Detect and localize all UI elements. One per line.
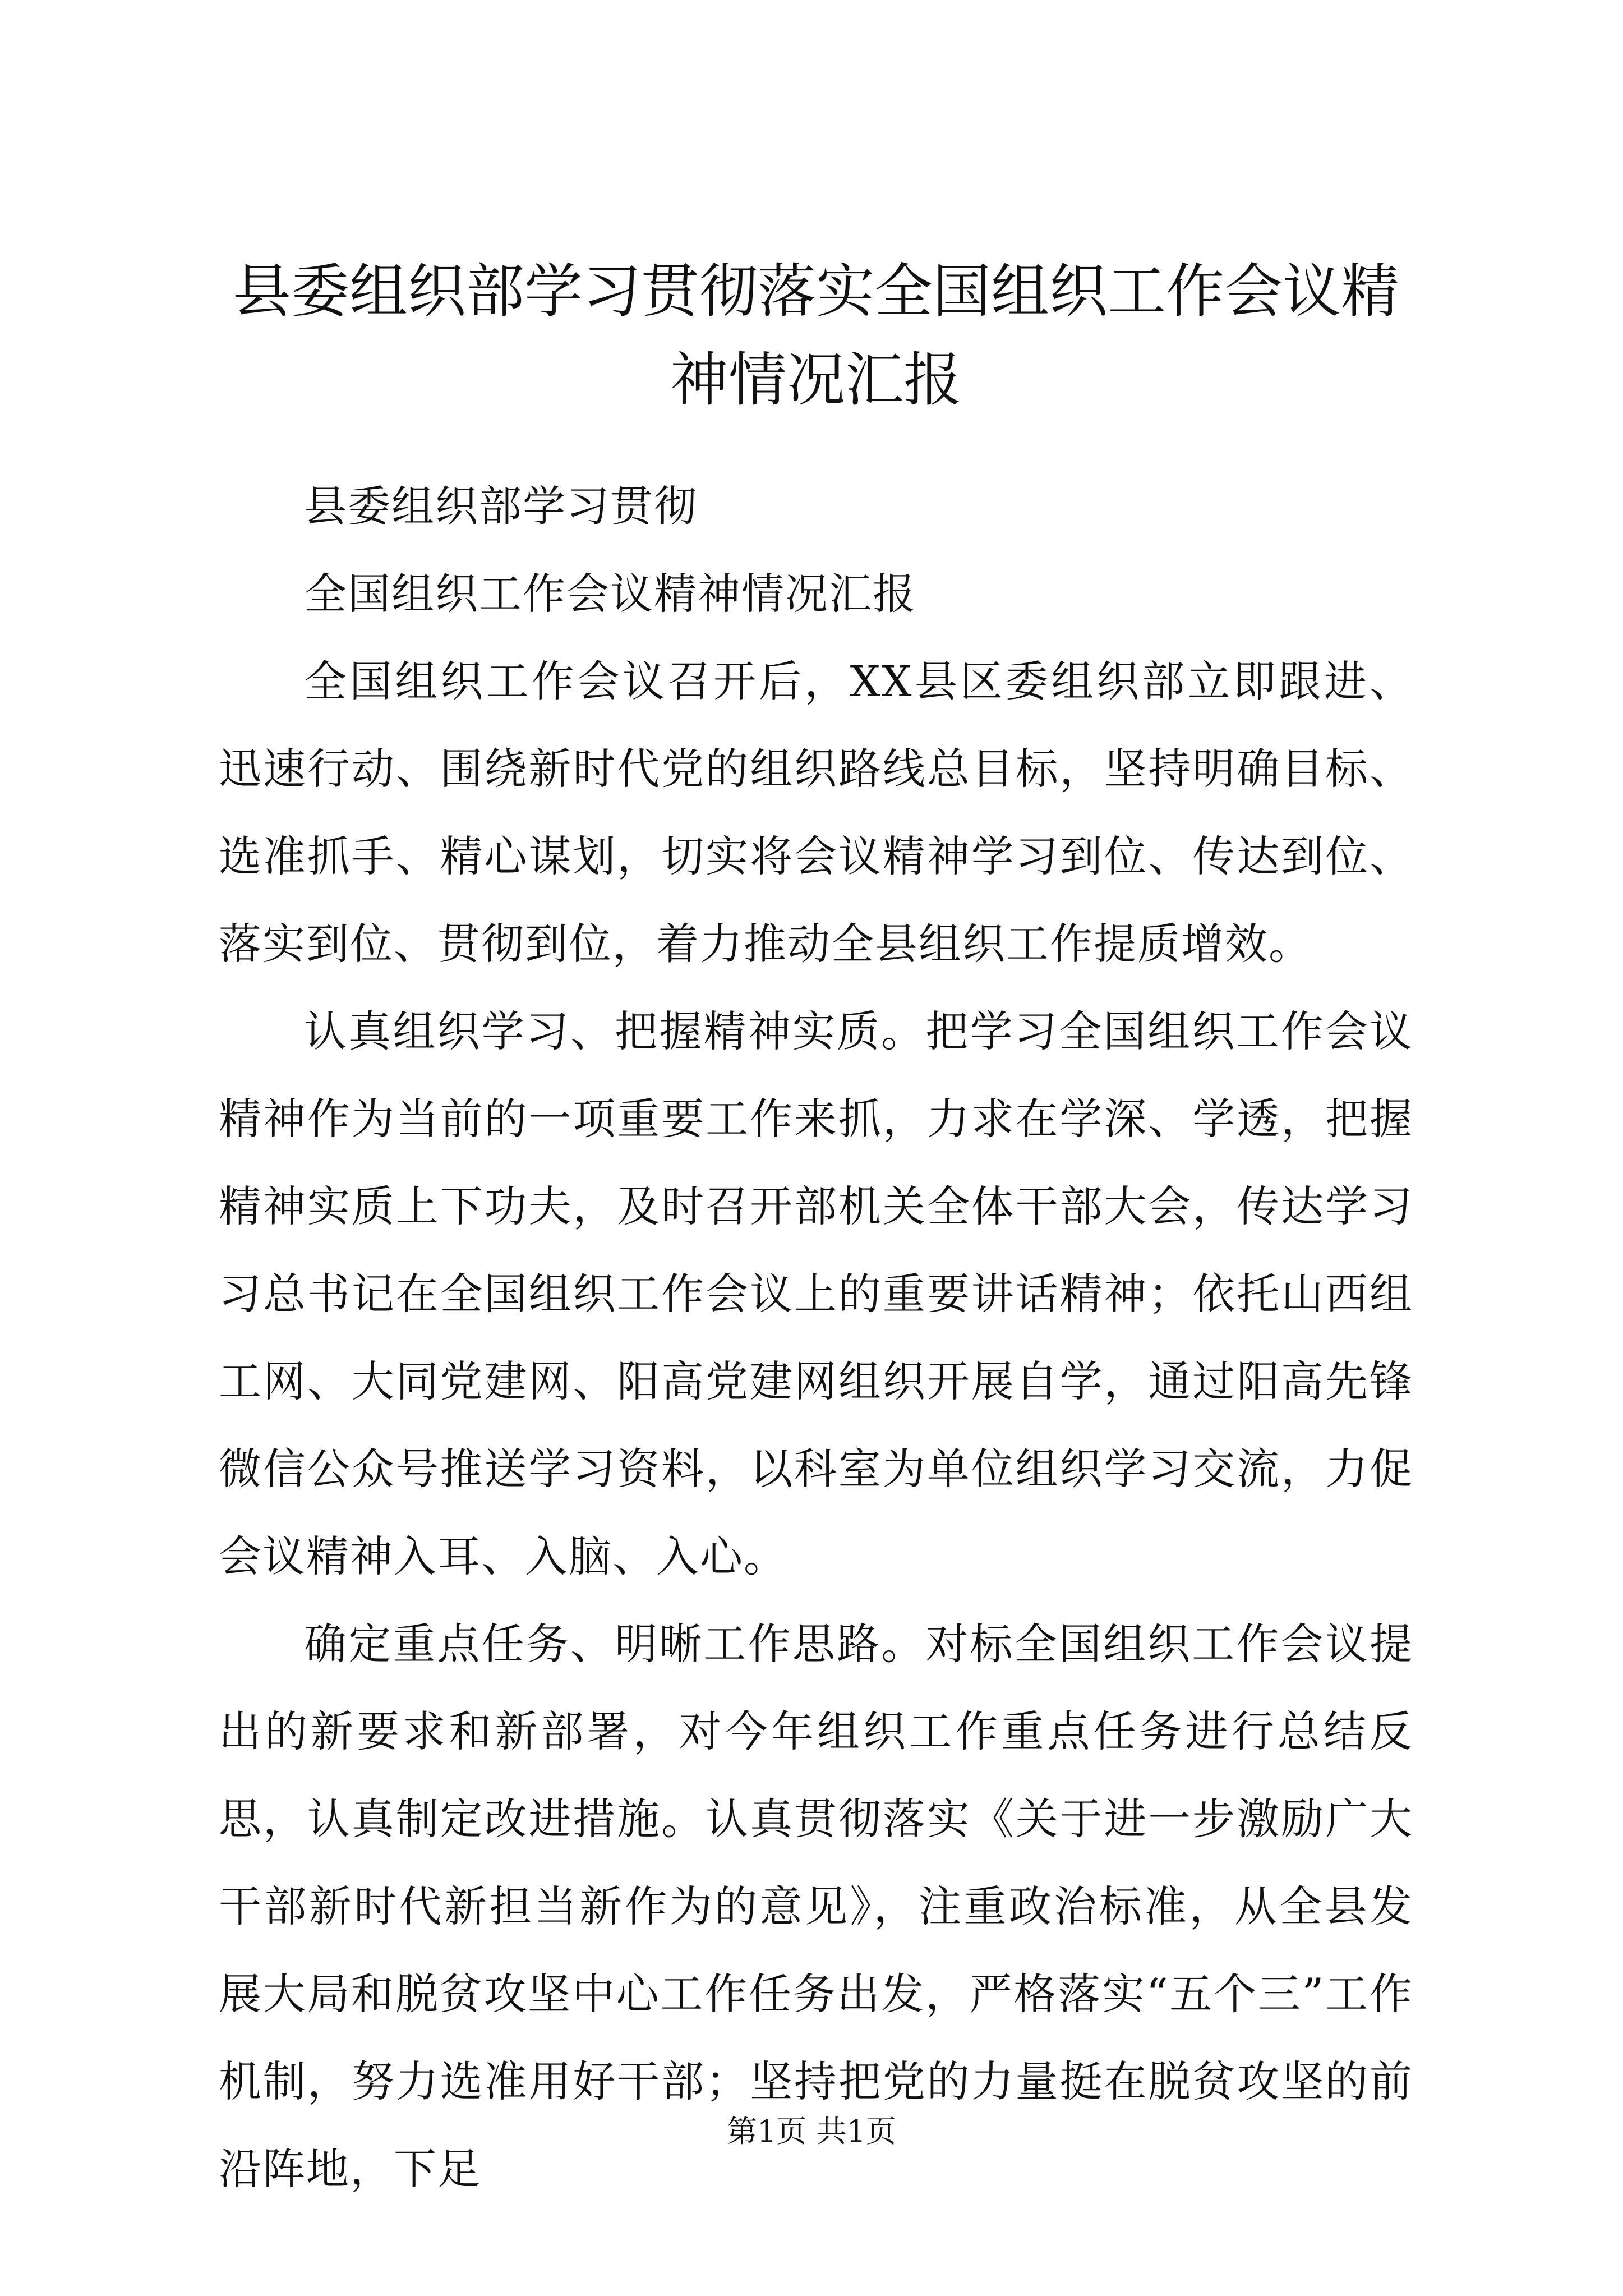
document-title: 县委组织部学习贯彻落实全国组织工作会议精神情况汇报 [232, 257, 1399, 414]
paragraph-intro: 全国组织工作会议召开后，XX县区委组织部立即跟进、迅速行动、围绕新时代党的组织路线总目标，坚持明确目标、选准抓手、精心谋划，切实将会议精神学习到位、传达到位、落实到位、贯彻到位，着力推动全县组织工作提质增效。 [219, 656, 1413, 969]
subtitle-line-2: 全国组织工作会议精神情况汇报 [304, 569, 916, 619]
document-body [219, 463, 1413, 2213]
page-footer: 第1页 共1页 [727, 2114, 896, 2149]
subtitle-line-1: 县委组织部学习贯彻 [304, 481, 698, 531]
paragraph-tasks: 确定重点任务、明晰工作思路。对标全国组织工作会议提出的新要求和新部署，对今年组织工作重点任务进行总结反思，认真制定改进措施。认真贯彻落实《关于进一步激励广大干部新时代新担当新作为的意见》，注重政治标准，从全县发展大局和脱贫攻坚中心工作任务出发，严格落实“五个三”工作机制，努力选准用好干部；坚持把党的力量挺在脱贫攻坚的前沿阵地，下足 [219, 1619, 1413, 2194]
paragraph-study: 认真组织学习、把握精神实质。把学习全国组织工作会议精神作为当前的一项重要工作来抓，力求在学深、学透，把握精神实质上下功夫，及时召开部机关全体干部大会，传达学习习总书记在全国组织工作会议上的重要讲话精神；依托山西组工网、大同党建网、阳高党建网组织开展自学，通过阳高先锋微信公众号推送学习资料，以科室为单位组织学习交流，力促会议精神入耳、入脑、入心。 [219, 1006, 1413, 1581]
